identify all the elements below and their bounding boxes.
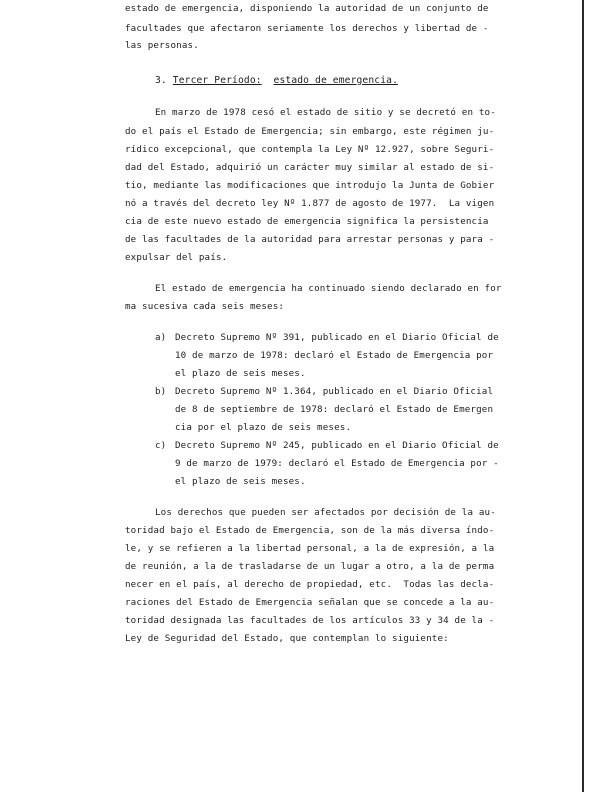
paragraph-line: necer en el país, al derecho de propiedad, etc. Todas las decla- <box>125 579 495 590</box>
list-item-line: el plazo de seis meses. <box>175 368 306 379</box>
list-item-marker: b) <box>155 386 167 397</box>
page-edge-shadow <box>582 0 584 792</box>
list-item-line: de 8 de septiembre de 1978: declaró el Estado de Emergen <box>175 404 494 415</box>
list-item-marker: a) <box>155 332 167 343</box>
paragraph-line: ma sucesiva cada seis meses: <box>125 301 285 312</box>
section-heading <box>155 75 398 86</box>
paragraph-line: raciones del Estado de Emergencia señalan que se concede a la au- <box>125 597 495 608</box>
paragraph-line: Ley de Seguridad del Estado, que contemplan lo siguiente: <box>125 633 449 644</box>
paragraph-line: do el país el Estado de Emergencia; sin embargo, este régimen ju- <box>125 126 495 137</box>
list-item-line: Decreto Supremo Nº 1.364, publicado en el Diario Oficial <box>175 386 494 397</box>
paragraph-line: En marzo de 1978 cesó el estado de sitio y se decretó en to- <box>155 107 496 118</box>
paragraph-line: toridad designada las facultades de los artículos 33 y 34 de la - <box>125 615 495 626</box>
list-item-line: Decreto Supremo Nº 245, publicado en el Diario Oficial de <box>175 440 499 451</box>
paragraph-line: de las facultades de la autoridad para arrestar personas y para - <box>125 234 495 245</box>
intro-line: estado de emergencia, disponiendo la autoridad de un conjunto de <box>125 3 489 14</box>
paragraph-line: cia de este nuevo estado de emergencia significa la persistencia <box>125 216 489 227</box>
paragraph-line: Los derechos que pueden ser afectados por decisión de la au- <box>155 507 496 518</box>
intro-line: las personas. <box>125 40 199 51</box>
paragraph-line: nó a través del decreto ley Nº 1.877 de agosto de 1977. La vigen <box>125 198 495 209</box>
section-title: Tercer Período: <box>172 75 262 86</box>
list-item-line: 9 de marzo de 1979: declaró el Estado de Emergencia por - <box>175 458 499 469</box>
paragraph-line: El estado de emergencia ha continuado siendo declarado en for <box>155 283 502 294</box>
section-subtitle: estado de emergencia. <box>273 75 398 86</box>
intro-line: facultades que afectaron seriamente los derechos y libertad de - <box>125 23 489 34</box>
list-item-line: cia por el plazo de seis meses. <box>175 422 352 433</box>
list-item-line: 10 de marzo de 1978: declaró el Estado de Emergencia por <box>175 350 494 361</box>
paragraph-line: expulsar del país. <box>125 252 228 263</box>
paragraph-line: dad del Estado, adquirió un carácter muy similar al estado de si- <box>125 162 495 173</box>
section-number: 3. <box>155 75 167 86</box>
list-item-marker: c) <box>155 440 167 451</box>
list-item-line: el plazo de seis meses. <box>175 476 306 487</box>
paragraph-line: de reunión, a la de trasladarse de un lugar a otro, a la de perma <box>125 561 495 572</box>
paragraph-line: rídico excepcional, que contempla la Ley Nº 12.927, sobre Seguri- <box>125 144 495 155</box>
paragraph-line: toridad bajo el Estado de Emergencia, son de la más diversa índo- <box>125 525 495 536</box>
paragraph-line: tio, mediante las modificaciones que introdujo la Junta de Gobier <box>125 180 495 191</box>
list-item-line: Decreto Supremo Nº 391, publicado en el Diario Oficial de <box>175 332 499 343</box>
paragraph-line: le, y se refieren a la libertad personal, a la de expresión, a la <box>125 543 495 554</box>
